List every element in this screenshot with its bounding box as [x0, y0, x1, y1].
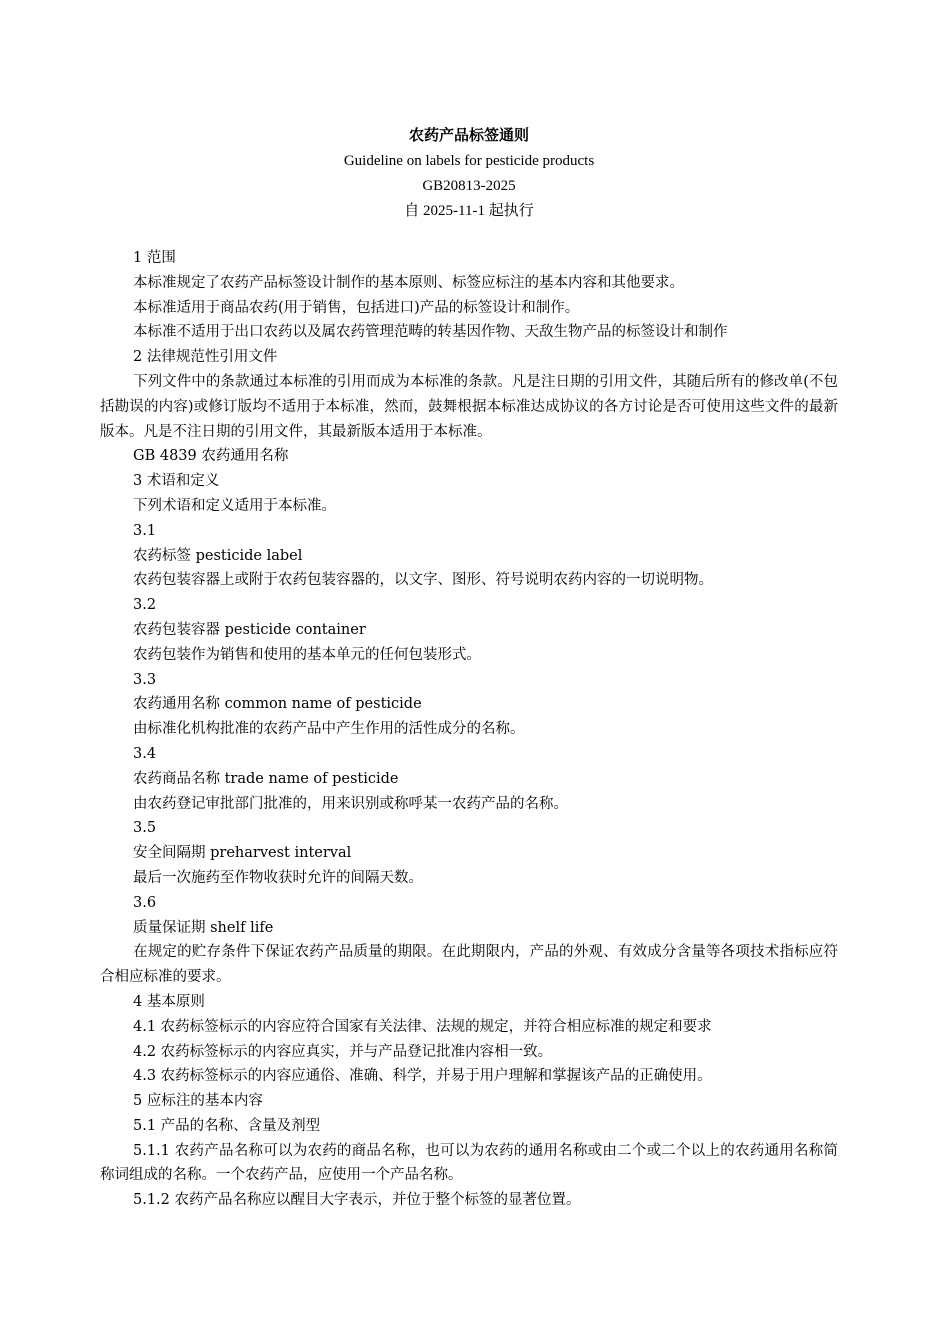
section-heading-principles: 4 基本原则	[133, 993, 205, 1010]
clause-number: 3.3	[133, 671, 157, 688]
document-body	[100, 246, 838, 1213]
term-name: 质量保证期 shelf life	[133, 919, 274, 936]
clause-number: 3.6	[133, 894, 157, 911]
section-heading-scope: 1 范围	[133, 250, 176, 266]
paragraph: 下列文件中的条款通过本标准的引用而成为本标准的条款。凡是注日期的引用文件，其随后所有的修改单(不包括勘误的内容)或修订版均不适用于本标准，然而，鼓舞根据本标准达成协议的各方讨论是否可使用这些文件的最新版本。凡是不注日期的引用文件，其最新版本适用于本标准。	[100, 373, 838, 440]
clause-item: 5.1.2 农药产品名称应以醒目大字表示，并位于整个标签的显著位置。	[133, 1192, 581, 1209]
term-definition: 最后一次施药至作物收获时允许的间隔天数。	[133, 869, 423, 886]
document-header	[100, 124, 838, 224]
clause-item: 4.1 农药标签标示的内容应符合国家有关法律、法规的规定，并符合相应标准的规定和要求	[133, 1018, 712, 1035]
standard-code: GB20813-2025	[422, 178, 516, 194]
clause-number: 3.4	[133, 745, 157, 762]
term-definition: 由标准化机构批准的农药产品中产生作用的活性成分的名称。	[133, 721, 525, 738]
paragraph: 本标准规定了农药产品标签设计制作的基本原则、标签应标注的基本内容和其他要求。	[133, 274, 684, 291]
section-heading-references: 2 法律规范性引用文件	[133, 349, 278, 366]
term-definition: 农药包装作为销售和使用的基本单元的任何包装形式。	[133, 646, 481, 663]
clause-number: 3.5	[133, 820, 157, 837]
term-name: 农药包装容器 pesticide container	[133, 621, 366, 638]
document-page	[100, 124, 838, 1213]
term-name: 安全间隔期 preharvest interval	[133, 845, 352, 862]
term-name: 农药商品名称 trade name of pesticide	[133, 770, 399, 787]
reference-item: GB 4839 农药通用名称	[133, 448, 289, 465]
document-english-title: Guideline on labels for pesticide products	[343, 153, 595, 169]
term-definition: 由农药登记审批部门批准的，用来识别或称呼某一农药产品的名称。	[133, 795, 568, 812]
clause-item: 5.1.1 农药产品名称可以为农药的商品名称，也可以为农药的通用名称或由二个或二个以上的农药通用名称简称词组成的名称。一个农药产品，应使用一个产品名称。	[100, 1142, 838, 1184]
term-definition: 在规定的贮存条件下保证农药产品质量的期限。在此期限内，产品的外观、有效成分含量等各项技术指标应符合相应标准的要求。	[100, 944, 838, 986]
term-name: 农药通用名称 common name of pesticide	[133, 696, 422, 713]
paragraph: 本标准不适用于出口农药以及属农药管理范畴的转基因作物、天敌生物产品的标签设计和制作	[133, 324, 728, 341]
subsection-heading: 5.1 产品的名称、含量及剂型	[133, 1117, 321, 1134]
document-title: 农药产品标签通则	[408, 128, 529, 144]
paragraph: 本标准适用于商品农药(用于销售，包括进口)产品的标签设计和制作。	[133, 299, 580, 316]
clause-item: 4.3 农药标签标示的内容应通俗、准确、科学，并易于用户理解和掌握该产品的正确使用。	[133, 1068, 712, 1085]
clause-number: 3.2	[133, 597, 157, 614]
term-definition: 农药包装容器上或附于农药包装容器的，以文字、图形、符号说明农药内容的一切说明物。	[133, 572, 713, 589]
effective-date: 自 2025-11-1 起执行	[404, 203, 534, 219]
section-heading-contents: 5 应标注的基本内容	[133, 1093, 263, 1110]
term-name: 农药标签 pesticide label	[133, 547, 303, 564]
section-heading-terms: 3 术语和定义	[133, 473, 220, 490]
paragraph: 下列术语和定义适用于本标准。	[133, 497, 336, 514]
clause-item: 4.2 农药标签标示的内容应真实，并与产品登记批准内容相一致。	[133, 1043, 553, 1060]
clause-number: 3.1	[133, 522, 157, 539]
